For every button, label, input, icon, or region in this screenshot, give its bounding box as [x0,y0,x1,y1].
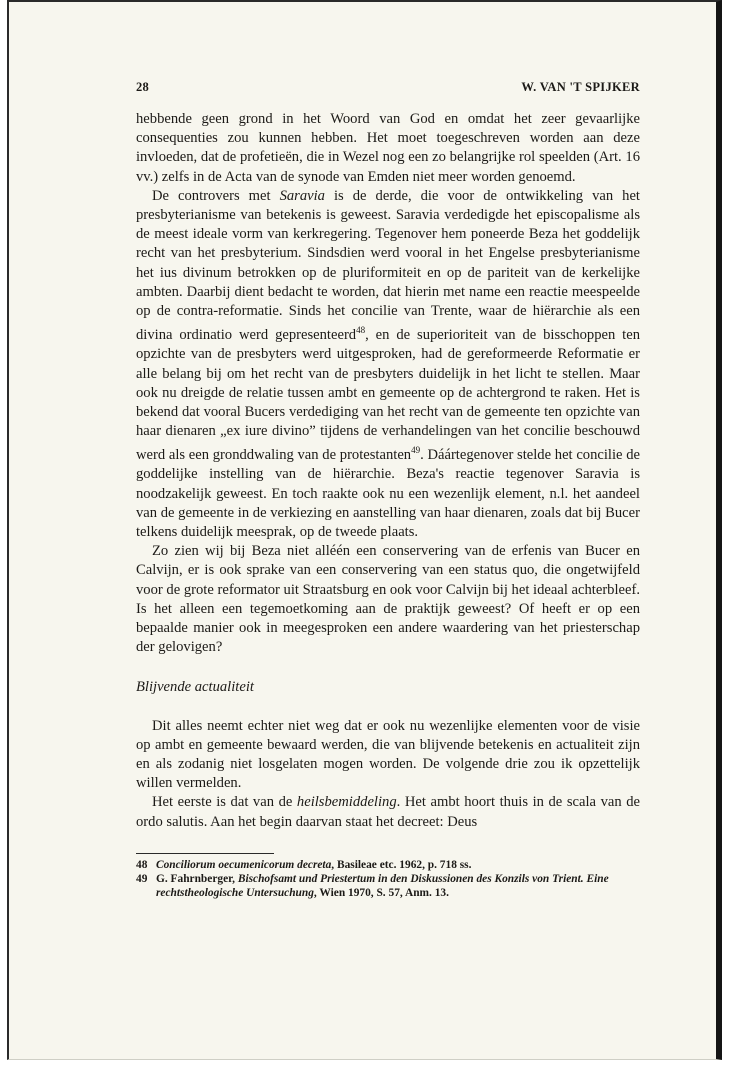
saravia-name: Saravia [279,187,325,204]
paragraph-2 [136,187,640,542]
paragraph-5-part-b: . Het ambt hoort thuis in de scala van de ordo salutis. Aan het begin daarvan staat het decreet: Deus [136,794,640,830]
heilsbemiddeling-term: heilsbemiddeling [296,794,397,811]
footnote-title: Bischofsamt und Priestertum in den Diskussionen des Konzils von Trient. Eine rechtstheologische Untersuchung [156,872,609,899]
page-content [136,80,640,900]
footnote-text [156,858,640,872]
footnote-title: Conciliorum oecumenicorum decreta [156,858,332,871]
footnote-text [156,872,640,900]
running-head-author: W. VAN 'T SPIJKER [521,80,640,94]
paragraph-2-part-d: . Dáártegenover stelde het concilie de goddelijke instelling van de hiërarchie. Beza's reactie tegenover Saravia is noodzakelijk geweest. En toch raakte ook nu een wezenlijk element, n.l. het aandeel van de gemeente in de verkiezing en aanstelling van haar dienaren, zoals dat bij Bucer telkens duidelijk meesprak, op de tweede plaats. [136,447,640,540]
body-text [136,110,640,832]
footnote-49 [136,872,640,900]
paragraph-2-part-b: is de derde, die voor de ontwikkeling van het presbyterianisme van betekenis is geweest. Saravia verdedigde het episcopalisme als de meest ideale vorm van kerkregering. Tegenover hem poneerde Beza het goddelijk recht van het presbyterium. Sindsdien werd vooral in het Engelse presbyterianisme het ius divinum betrokken op de pluriformiteit en op de pariteit van de kerkelijke ambten. Daarbij dient bedacht te worden, dat hierin met name een reactie meespeelde op de contra-reformatie. Sinds het concilie van Trente, waar de hiërarchie als een divina ordinatio werd gepresenteerd [136,187,640,344]
footnote-lead: G. Fahrnberger, [156,872,238,885]
scanned-page [7,0,722,1060]
paragraph-5 [136,793,640,831]
footnote-number: 49 [136,872,148,885]
running-head [136,80,640,110]
footnote-rule [136,853,274,854]
footnote-rest: , Wien 1970, S. 57, Anm. 13. [313,886,449,899]
footnote-number: 48 [136,858,148,871]
paragraph-2-part-c: , en de superioriteit van de bisschoppen ten opzichte van de presbyters werd uitgesproken, had de gereformeerde Reformatie er alle belang bij om het recht van de presbyters duidelijk in het licht te stellen. Maar ook nu dreigde de relatie tussen ambt en gemeente op de achtergrond te raken. Het is bekend dat vooral Bucers verdediging van het recht van de gemeente ten opzichte van haar dienaren „ex iure divino” tijdens de verhandelingen van het concilie beschouwd werd als een gronddwaling van de protestanten [136,327,641,464]
footnote-48 [136,858,640,872]
footnote-ref-49: 49 [411,445,421,456]
paragraph-5-part-a: Het eerste is dat van de [152,794,297,811]
footnote-ref-48: 48 [356,325,366,336]
paragraph-1: hebbende geen grond in het Woord van God en omdat het zeer gevaarlijke consequenties zou kunnen hebben. Het moet toegeschreven worden aan deze invloeden, dat de profetieën, die in Wezel nog een zo belangrijke rol speelden (Art. 16 vv.) zelfs in de Acta van de synode van Emden niet meer worden genoemd. [136,111,640,185]
section-heading: Blijvende actualiteit [136,679,254,696]
page-number: 28 [136,80,150,94]
paragraph-4: Dit alles neemt echter niet weg dat er ook nu wezenlijke elementen voor de visie op ambt en gemeente bewaard werden, die van blijvende betekenis en actualiteit zijn en als zodanig niet losgelaten mogen worden. De volgende drie zou ik opzettelijk willen vermelden. [136,717,640,792]
footnote-rest: , Basileae etc. 1962, p. 718 ss. [331,858,472,871]
paragraph-2-part-a: De controvers met [152,187,280,204]
paragraph-3: Zo zien wij bij Beza niet alléén een conservering van de erfenis van Bucer en Calvijn, er is ook sprake van een conservering van een status quo, die ongetwijfeld voor de grote reformator uit Straatsburg en ook voor Calvijn bij het ideaal achterbleef. Is het alleen een tegemoetkoming aan de praktijk geweest? Of heeft er op een bepaalde manier ook in meegesproken een andere waardering van het priesterschap der gelovigen? [136,543,640,656]
